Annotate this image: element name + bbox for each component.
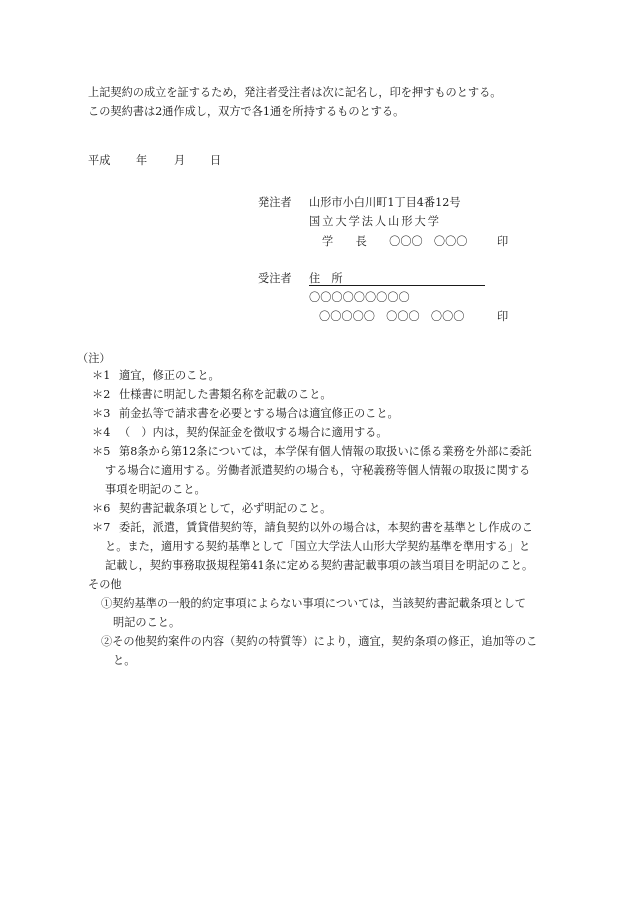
note-mark: ＊1: [92, 369, 111, 382]
notes-heading: （注）: [77, 352, 111, 365]
orderer-label: 発注者: [258, 196, 292, 209]
other-item: ①契約基準の一般的約定事項によらない事項については，当該契約書記載条項として: [101, 597, 526, 610]
orderer-title: 学 長 〇〇〇 〇〇〇: [322, 235, 468, 248]
contractor-name-1: 〇〇〇〇〇〇〇〇〇: [309, 291, 410, 304]
note-text-cont: と。また，適用する契約基準として「国立大学法人山形大学契約基準を準用する」と: [105, 540, 531, 553]
contractor-name-2: 〇〇〇〇〇 〇〇〇 〇〇〇: [319, 310, 465, 323]
note-text-cont: 事項を明記のこと。: [105, 483, 206, 496]
note-item: [92, 442, 532, 461]
note-text: 前金払等で請求書を必要とする場合は適宜修正のこと。: [119, 407, 399, 420]
note-mark: ＊5: [92, 445, 111, 458]
note-mark: ＊6: [92, 502, 111, 515]
date-line: [88, 151, 221, 170]
contractor-label: 受注者: [258, 272, 292, 285]
note-text: 適宜，修正のこと。: [119, 369, 220, 382]
note-text: 委託，派遣，賃貸借契約等，請負契約以外の場合は，本契約書を基準とし作成のこ: [119, 521, 533, 534]
note-mark: ＊4: [92, 426, 111, 439]
date-era: 平成: [88, 154, 111, 167]
contractor-address-label: 住 所: [309, 272, 343, 285]
note-item: [92, 385, 332, 404]
orderer-seal: 印: [497, 235, 509, 248]
intro-line-2: この契約書は2通作成し，双方で各1通を所持するものとする。: [88, 105, 405, 118]
note-item: [92, 423, 388, 442]
note-item: [92, 499, 331, 518]
contractor-seal: 印: [497, 310, 509, 323]
note-text: 第8条から第12条については，本学保有個人情報の取扱いに係る業務を外部に委託: [119, 445, 532, 458]
date-day: 日: [210, 154, 222, 167]
date-year: 年: [136, 154, 148, 167]
note-mark: ＊3: [92, 407, 111, 420]
note-text: 仕様書に明記した書類名称を記載のこと。: [119, 388, 332, 401]
note-mark: ＊2: [92, 388, 111, 401]
other-item-cont: と。: [113, 654, 136, 667]
note-text-cont: 記載し，契約事務取扱規程第41条に定める契約書記載事項の該当項目を明記のこと。: [105, 559, 534, 572]
note-text: （ ）内は，契約保証金を徴収する場合に適用する。: [119, 426, 388, 439]
orderer-address: 山形市小白川町1丁目4番12号: [309, 196, 461, 209]
note-item: [92, 366, 220, 385]
other-item-cont: 明記のこと。: [113, 616, 181, 629]
other-item: ②その他契約案件の内容（契約の特質等）により，適宜，契約条項の修正，追加等のこ: [101, 635, 538, 648]
note-item: [92, 404, 399, 423]
date-month: 月: [174, 154, 186, 167]
note-text: 契約書記載条項として，必ず明記のこと。: [119, 502, 332, 515]
other-heading: その他: [88, 578, 122, 591]
note-text-cont: する場合に適用する。労働者派遣契約の場合も，守秘義務等個人情報の取扱に関する: [105, 464, 531, 477]
intro-line-1: 上記契約の成立を証するため，発注者受注者は次に記名し，印を押すものとする。: [88, 86, 502, 99]
orderer-org: 国立大学法人山形大学: [309, 215, 441, 228]
note-mark: ＊7: [92, 521, 111, 534]
address-underline: [309, 285, 485, 286]
note-item: [92, 518, 533, 537]
